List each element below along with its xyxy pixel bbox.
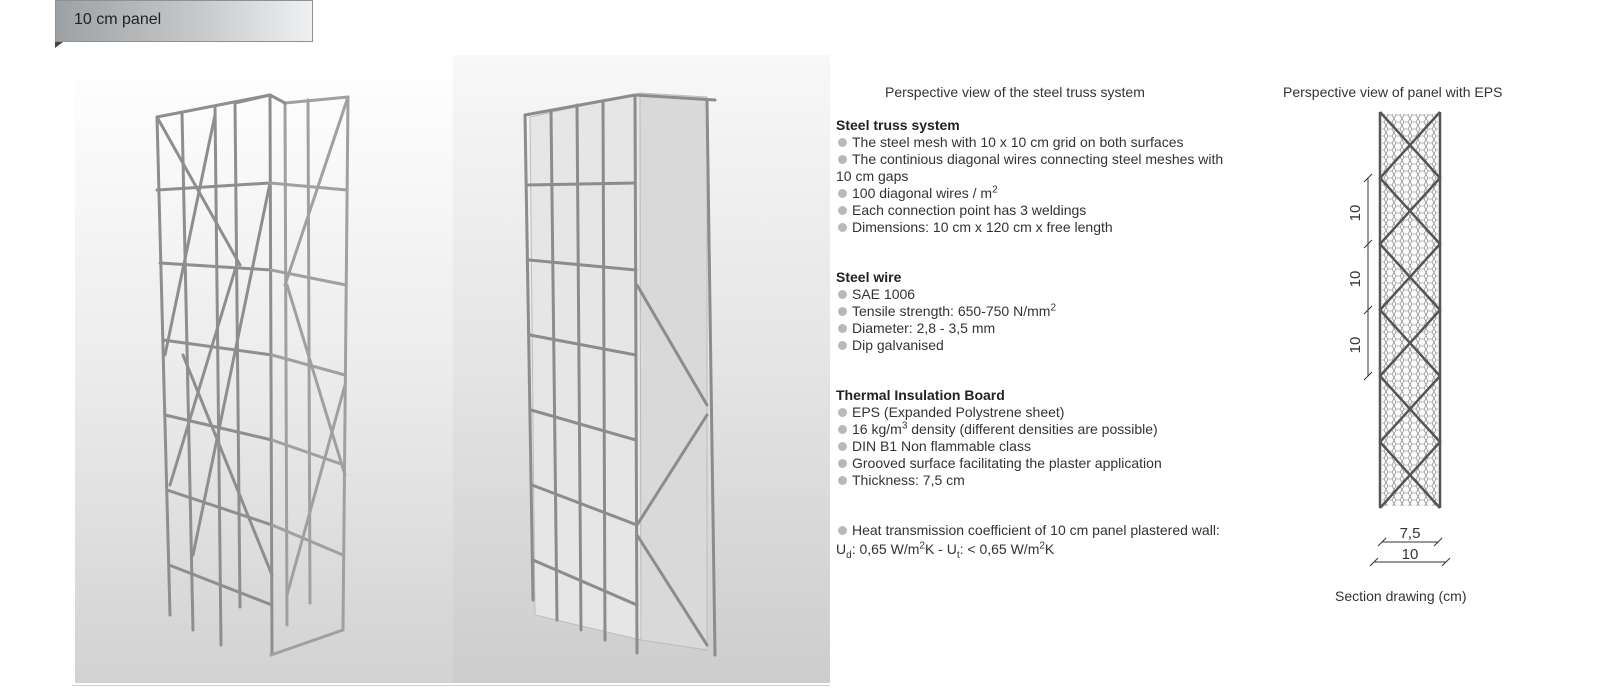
steel-wire-heading: Steel wire: [836, 269, 902, 285]
list-item: Grooved surface facilitating the plaster application: [836, 455, 1226, 472]
u-value-text: : 0,65 W/m: [851, 541, 920, 557]
list-item: Diameter: 2,8 - 3,5 mm: [836, 320, 1226, 337]
dim-label: 10: [1347, 204, 1364, 222]
list-item: Each connection point has 3 weldings: [836, 202, 1226, 219]
eps-hatch: [1382, 114, 1438, 506]
steel-truss-heading: Steel truss system: [836, 117, 960, 133]
list-item-text: 100 diagonal wires / m: [852, 185, 993, 201]
panel-renders: [75, 55, 830, 683]
subscript: d: [846, 549, 852, 561]
superscript: 2: [992, 184, 998, 196]
panel-tab[interactable]: [55, 0, 313, 42]
dimension-line: [1364, 174, 1372, 380]
steel-truss-list: [836, 134, 1226, 236]
list-item: The steel mesh with 10 x 10 cm grid on both surfaces: [836, 134, 1226, 151]
insulation-list: [836, 404, 1226, 489]
dim-label: 10: [1347, 270, 1364, 288]
list-item: EPS (Expanded Polystrene sheet): [836, 404, 1226, 421]
section-caption: Section drawing (cm): [1335, 588, 1467, 604]
steel-wire-list: [836, 286, 1226, 354]
list-item: [836, 421, 1226, 438]
truss-view-caption: Perspective view of the steel truss system: [885, 84, 1145, 100]
list-item: DIN B1 Non flammable class: [836, 438, 1226, 455]
list-item-text: Tensile strength: 650-750 N/mm: [852, 303, 1051, 319]
heat-list: [836, 522, 1226, 539]
u-value-text: K: [1044, 541, 1055, 557]
subscript: t: [956, 549, 960, 561]
superscript: 3: [901, 420, 908, 432]
list-item-text: 16 kg/m: [852, 421, 902, 437]
u-value-line: [836, 540, 1226, 561]
section-drawing: [1330, 108, 1470, 588]
list-item: Heat transmission coefficient of 10 cm panel plastered wall:: [836, 522, 1226, 539]
insulation-heading: Thermal Insulation Board: [836, 387, 1005, 403]
list-item: [836, 185, 1226, 202]
list-item: SAE 1006: [836, 286, 1226, 303]
dim-label: 10: [1347, 336, 1364, 354]
eps-view-caption: Perspective view of panel with EPS: [1283, 84, 1503, 100]
renders-illustration: [75, 55, 830, 683]
left-render-bg: [75, 55, 453, 683]
list-item: Thickness: 7,5 cm: [836, 472, 1226, 489]
u-symbol: U: [836, 541, 847, 557]
tab-fold-decoration: [55, 42, 63, 48]
render-baseline: [72, 685, 830, 686]
superscript: 2: [1039, 540, 1045, 552]
eps-panel-render: [525, 93, 715, 655]
panel-width-label: 10: [1401, 546, 1419, 563]
specifications: [836, 117, 1226, 561]
list-item-text: density (different densities are possible): [907, 421, 1158, 437]
section-drawing-svg: [1330, 108, 1470, 588]
panel-tab-label: 10 cm panel: [74, 11, 162, 28]
u-value-text: K - U: [924, 541, 957, 557]
list-item: Dimensions: 10 cm x 120 cm x free length: [836, 219, 1226, 236]
list-item: The continious diagonal wires connecting steel meshes with 10 cm gaps: [836, 151, 1226, 185]
list-item: Dip galvanised: [836, 337, 1226, 354]
superscript: 2: [1050, 302, 1056, 314]
superscript: 2: [919, 540, 925, 552]
list-item: [836, 303, 1226, 320]
eps-width-label: 7,5: [1399, 525, 1421, 542]
u-value-text: : < 0,65 W/m: [959, 541, 1040, 557]
